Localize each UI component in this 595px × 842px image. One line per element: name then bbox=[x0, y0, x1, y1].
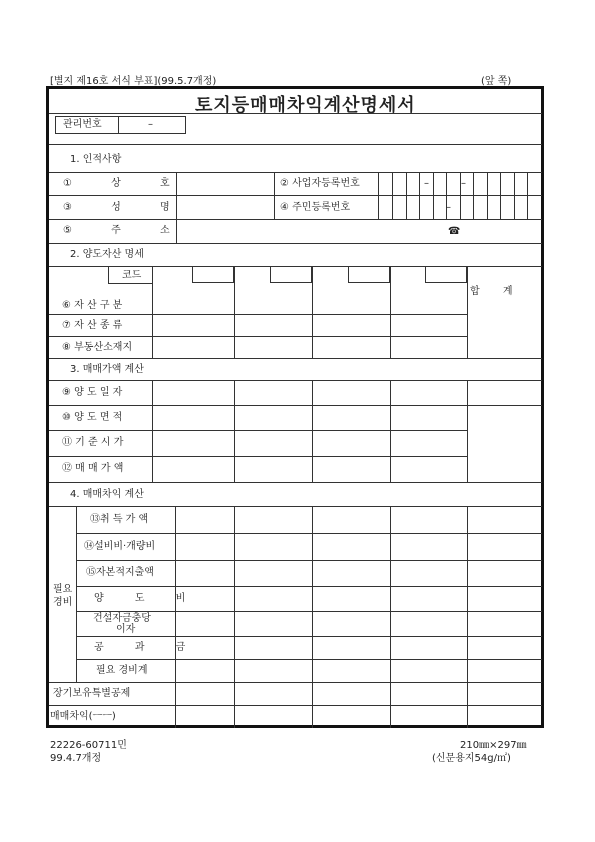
page-side-label: (앞 쪽) bbox=[481, 76, 512, 87]
asset-type-label: ⑦ 자 산 종 류 bbox=[62, 320, 123, 331]
divider bbox=[76, 533, 542, 534]
biz-no-dash-1: – bbox=[424, 178, 429, 189]
digit-box-divider bbox=[500, 195, 501, 219]
divider bbox=[152, 266, 153, 358]
digit-box-divider bbox=[392, 195, 393, 219]
sale-profit-label: 매매차익(ㅡㅡ) bbox=[50, 711, 116, 722]
divider bbox=[49, 456, 467, 457]
divider bbox=[49, 243, 542, 244]
divider bbox=[467, 506, 468, 728]
divider bbox=[312, 266, 313, 358]
phone-icon: ☎ bbox=[448, 226, 461, 237]
biz-reg-no-label: ② 사업자등록번호 bbox=[280, 178, 360, 189]
digit-box-divider bbox=[433, 172, 434, 195]
capital-expenditure-label: ⑮자본적지출액 bbox=[86, 567, 154, 578]
digit-box-divider bbox=[473, 195, 474, 219]
form-reference: [별지 제16호 서식 부표](99.5.7개정) bbox=[50, 76, 217, 87]
divider bbox=[49, 219, 542, 220]
construction-loan-label: 건설자금충당 bbox=[93, 613, 151, 624]
digit-box-divider bbox=[433, 195, 434, 219]
divider bbox=[152, 380, 153, 482]
divider bbox=[76, 560, 542, 561]
divider bbox=[49, 682, 542, 683]
digit-box-divider bbox=[406, 195, 407, 219]
divider bbox=[118, 116, 119, 134]
digit-box-divider bbox=[392, 172, 393, 195]
divider bbox=[234, 506, 235, 728]
resident-reg-no-label: ④ 주민등록번호 bbox=[280, 202, 351, 213]
divider bbox=[175, 506, 176, 728]
digit-box-divider bbox=[500, 172, 501, 195]
divider bbox=[312, 380, 313, 482]
divider bbox=[390, 380, 391, 482]
mgmt-number-value[interactable]: – bbox=[148, 119, 153, 130]
digit-box-divider bbox=[487, 172, 488, 195]
digit-box-divider bbox=[406, 172, 407, 195]
section-sale-price-title: 3. 매매가액 계산 bbox=[70, 364, 144, 375]
code-label: 코드 bbox=[122, 270, 142, 281]
divider bbox=[312, 506, 313, 728]
section-personal-title: 1. 인적사항 bbox=[70, 154, 122, 165]
divider bbox=[378, 172, 379, 219]
standard-price-label: ⑪ 기 준 시 가 bbox=[62, 437, 124, 448]
divider bbox=[76, 586, 542, 587]
digit-box-divider bbox=[527, 195, 528, 219]
digit-box-divider bbox=[473, 172, 474, 195]
code-box[interactable] bbox=[192, 266, 234, 283]
divider bbox=[49, 482, 542, 483]
mgmt-number-label: 관리번호 bbox=[63, 119, 102, 130]
divider bbox=[49, 358, 542, 359]
divider bbox=[49, 405, 542, 406]
section-assets-title: 2. 양도자산 명세 bbox=[70, 249, 144, 260]
divider bbox=[76, 659, 542, 660]
form-code: 22226-60711민 bbox=[50, 740, 127, 751]
location-label: ⑧ 부동산소재지 bbox=[62, 342, 133, 353]
address-label: ⑤ 주 소 bbox=[63, 225, 188, 236]
divider bbox=[49, 506, 542, 507]
form-title: 토지등매매차익계산명세서 bbox=[195, 95, 416, 116]
divider bbox=[467, 380, 468, 482]
divider bbox=[49, 336, 467, 337]
transfer-area-label: ⑩ 양 도 면 적 bbox=[62, 412, 123, 423]
trade-name-label: ① 상 호 bbox=[63, 178, 188, 189]
digit-box-divider bbox=[446, 172, 447, 195]
transfer-date-label: ⑨ 양 도 일 자 bbox=[62, 387, 123, 398]
code-box[interactable] bbox=[270, 266, 312, 283]
divider bbox=[49, 314, 467, 315]
acquisition-price-label: ⑬취 득 가 액 bbox=[90, 514, 149, 525]
digit-box-divider bbox=[419, 172, 420, 195]
biz-no-dash-2: – bbox=[461, 178, 466, 189]
divider bbox=[49, 705, 542, 706]
long-term-deduction-label: 장기보유특별공제 bbox=[53, 688, 131, 699]
divider bbox=[49, 113, 542, 114]
paper-size: 210㎜×297㎜ bbox=[460, 740, 527, 751]
digit-box-divider bbox=[460, 195, 461, 219]
construction-loan-interest-label: 이자 bbox=[116, 624, 136, 635]
divider bbox=[49, 380, 542, 381]
asset-class-label: ⑥ 자 산 구 분 bbox=[62, 300, 123, 311]
digit-box-divider bbox=[419, 195, 420, 219]
divider bbox=[49, 172, 542, 173]
section-profit-title: 4. 매매차익 계산 bbox=[70, 489, 144, 500]
divider bbox=[467, 266, 468, 358]
code-box[interactable] bbox=[425, 266, 467, 283]
divider bbox=[390, 266, 391, 358]
transfer-cost-label: 양 도 비 bbox=[94, 593, 200, 604]
person-name-label: ③ 성 명 bbox=[63, 202, 188, 213]
sale-price-label: ⑫ 매 매 가 액 bbox=[62, 463, 124, 474]
divider bbox=[108, 266, 109, 283]
digit-box-divider bbox=[487, 195, 488, 219]
divider bbox=[49, 144, 542, 145]
total-expenses-label: 필요 경비계 bbox=[96, 665, 148, 676]
taxes-dues-label: 공 과 금 bbox=[94, 642, 200, 653]
paper-type: (신문용지54g/㎡) bbox=[432, 753, 511, 764]
digit-box-divider bbox=[527, 172, 528, 195]
divider bbox=[234, 266, 235, 358]
required-expenses-label-2: 경비 bbox=[53, 597, 73, 608]
divider bbox=[274, 172, 275, 219]
divider bbox=[390, 506, 391, 728]
digit-box-divider bbox=[514, 195, 515, 219]
divider bbox=[49, 430, 467, 431]
required-expenses-label-1: 필요 bbox=[53, 584, 73, 595]
code-box[interactable] bbox=[348, 266, 390, 283]
divider bbox=[76, 611, 542, 612]
divider bbox=[234, 380, 235, 482]
resident-no-dash: – bbox=[446, 202, 451, 213]
divider bbox=[49, 195, 542, 196]
revised-date: 99.4.7개정 bbox=[50, 753, 102, 764]
divider bbox=[108, 283, 152, 284]
facility-cost-label: ⑭설비비·개량비 bbox=[84, 541, 156, 552]
digit-box-divider bbox=[514, 172, 515, 195]
total-label: 합 계 bbox=[470, 286, 523, 297]
divider bbox=[76, 636, 542, 637]
